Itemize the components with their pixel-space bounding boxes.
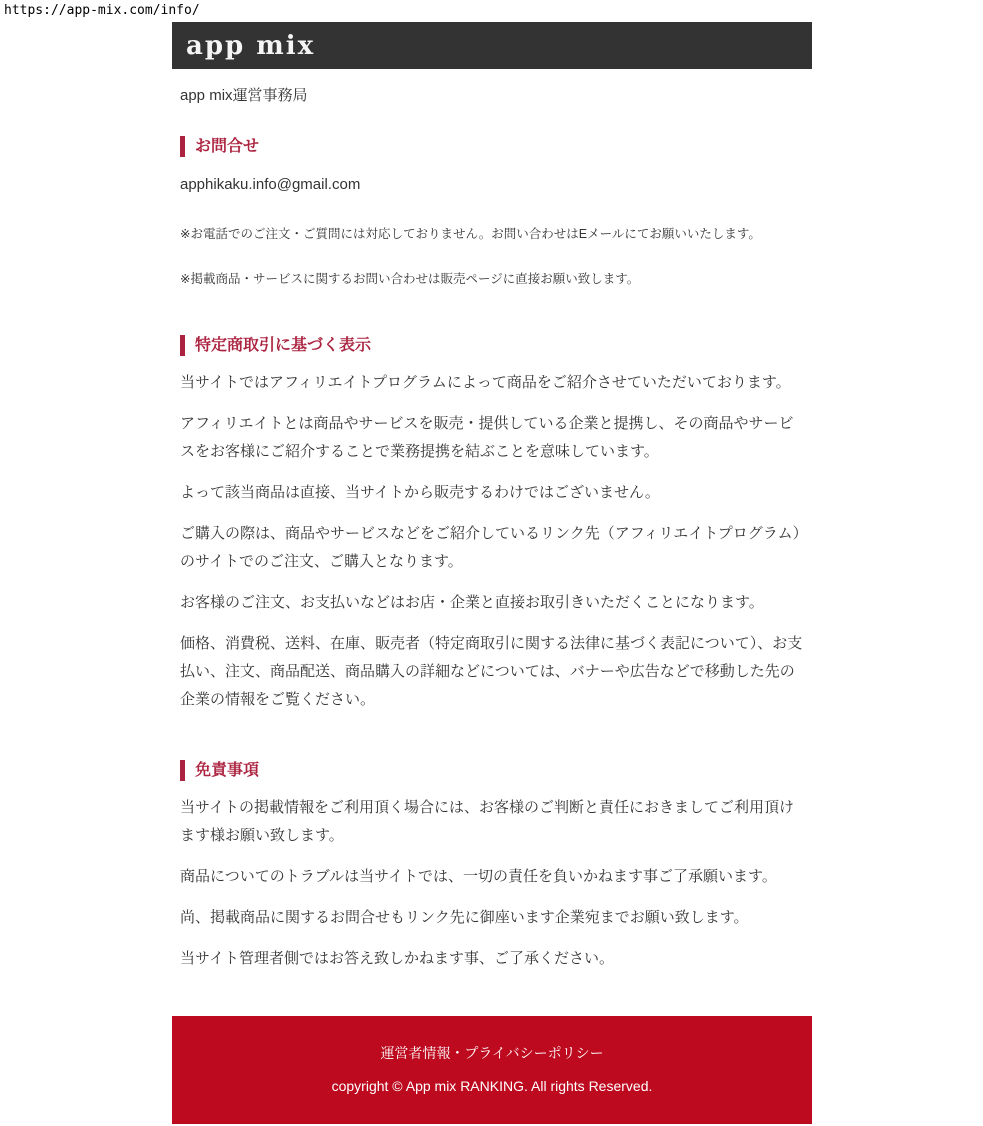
paragraph: 当サイトではアフィリエイトプログラムによって商品をご紹介させていただいております。 xyxy=(180,374,791,391)
page-container xyxy=(172,22,812,1126)
footer-privacy-link[interactable]: 運営者情報・プライバシーポリシー xyxy=(380,1045,604,1061)
paragraph: ご購入の際は、商品やサービスなどをご紹介しているリンク先（アフィリエイトプログラム）のサイトでのご注文、ご購入となります。 xyxy=(180,525,801,570)
paragraph: 価格、消費税、送料、在庫、販売者（特定商取引に関する法律に基づく表記について）、お支払い、注文、商品配送、商品購入の詳細などについては、バナーや広告などで移動した先の企業の情報をご覧ください。 xyxy=(180,635,803,708)
section-title-contact: お問合せ xyxy=(180,136,804,157)
paragraph: 当サイト管理者側ではお答え致しかねます事、ご了承ください。 xyxy=(180,950,614,967)
page-footer xyxy=(172,1016,812,1124)
contact-note: ※掲載商品・サービスに関するお問い合わせは販売ページに直接お願い致します。 xyxy=(180,272,640,286)
site-header xyxy=(172,22,812,69)
footer-copyright: copyright © App mix RANKING. All rights Reserved. xyxy=(331,1078,653,1094)
contact-note: ※お電話でのご注文・ご質問には対応しておりません。お問い合わせはEメールにてお願いいたします。 xyxy=(180,227,761,241)
paragraph: 商品についてのトラブルは当サイトでは、一切の責任を負いかねます事ご了承願います。 xyxy=(180,868,777,885)
page-url: https://app-mix.com/info/ xyxy=(4,3,200,18)
paragraph: お客様のご注文、お支払いなどはお店・企業と直接お取引きいただくことになります。 xyxy=(180,594,764,611)
section-title-tokutei: 特定商取引に基づく表示 xyxy=(180,335,804,356)
paragraph: 尚、掲載商品に関するお問合せもリンク先に御座います企業宛までお願い致します。 xyxy=(180,909,749,926)
paragraph: アフィリエイトとは商品やサービスを販売・提供している企業と提携し、その商品やサービスをお客様にご紹介することで業務提携を結ぶことを意味しています。 xyxy=(180,415,794,460)
paragraph: 当サイトの掲載情報をご利用頂く場合には、お客様のご判断と責任におきましてご利用頂けます様お願い致します。 xyxy=(180,799,794,844)
paragraph: よって該当商品は直接、当サイトから販売するわけではございません。 xyxy=(180,484,660,501)
contact-email: apphikaku.info@gmail.com xyxy=(180,176,361,193)
section-title-disclaimer: 免責事項 xyxy=(180,760,804,781)
main-content xyxy=(172,82,812,973)
operator-name: app mix運営事務局 xyxy=(180,87,308,104)
site-logo[interactable]: app mix xyxy=(186,30,316,61)
